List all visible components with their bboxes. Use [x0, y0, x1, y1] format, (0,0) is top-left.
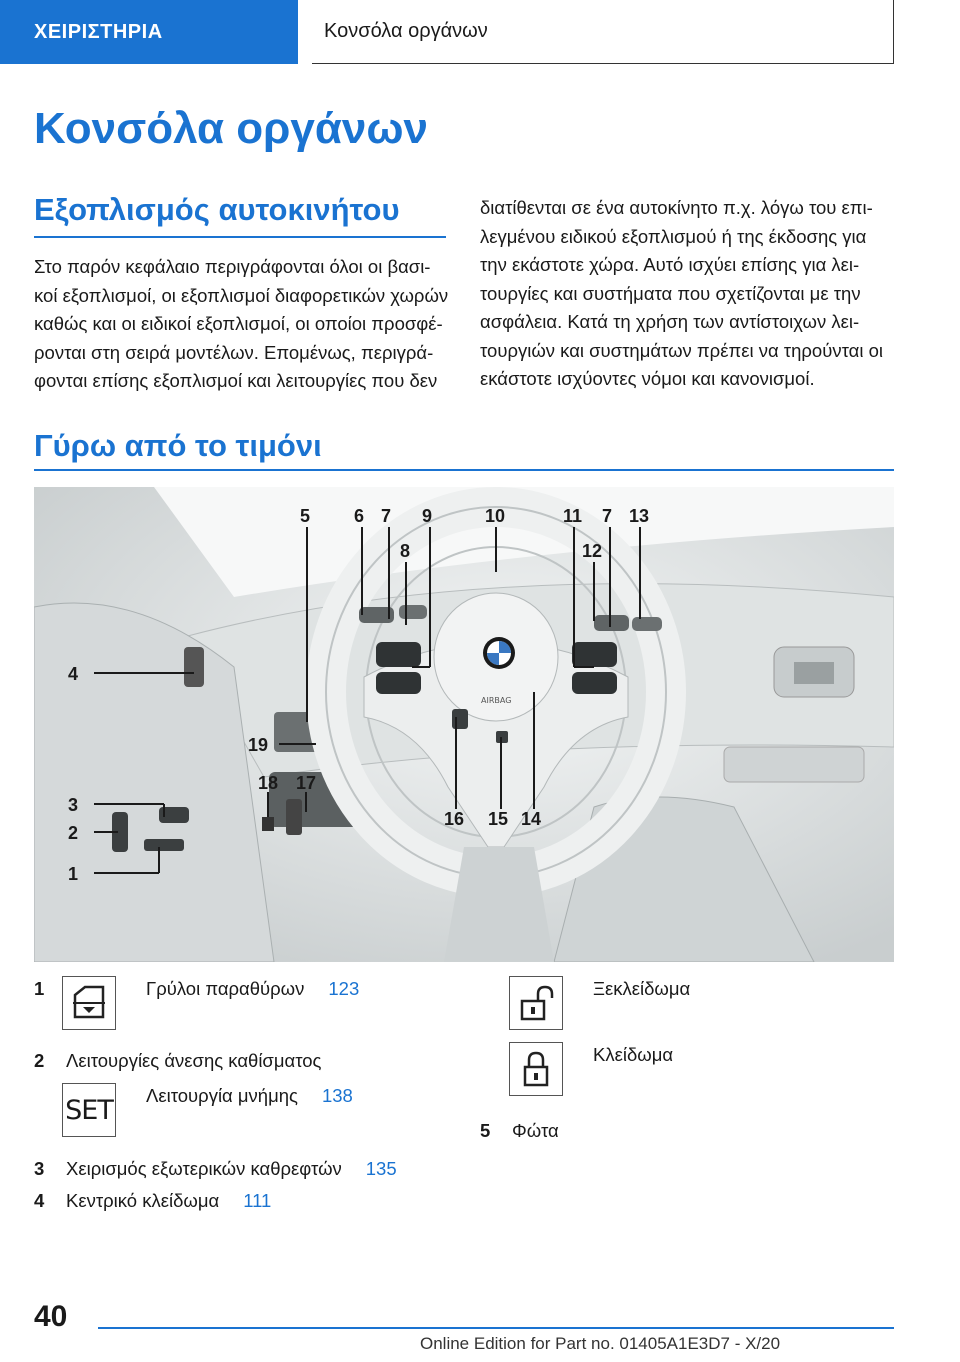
callout-11: 11	[563, 506, 583, 526]
airbag-label: AIRBAG	[481, 696, 512, 705]
callout-14: 14	[521, 809, 542, 829]
footer-edition: Online Edition for Part no. 01405A1E3D7 - X/20	[420, 1334, 781, 1353]
legend-label: Ξεκλείδωμα	[593, 978, 691, 999]
legend-sub-2	[146, 1085, 353, 1107]
chapter-title: Κονσόλα οργάνων	[312, 0, 894, 64]
legend-label: Λειτουργία μνήμης	[146, 1085, 298, 1106]
callout-15: 15	[488, 809, 509, 829]
text-line: λεγμένου ειδικού εξοπλισμού ή της έκδοσης για	[480, 225, 867, 247]
legend-number: 2	[34, 1050, 45, 1071]
legend-item-3	[34, 1158, 397, 1180]
legend-label: Χειρισμός εξωτερικών καθρεφτών	[66, 1158, 342, 1179]
page-reference-link[interactable]: 111	[243, 1190, 272, 1211]
page-reference-link[interactable]: 138	[321, 1085, 353, 1106]
legend-number: 1	[34, 978, 45, 999]
legend-label: Γρύλοι παραθύρων	[146, 978, 305, 999]
chapter-tab[interactable]: ΧΕΙΡΙΣΤΗΡΙΑ	[0, 0, 298, 64]
legend-item-4	[34, 1190, 271, 1212]
legend-item-5	[480, 1120, 559, 1142]
legend-lock	[593, 1044, 673, 1066]
callout-9: 9	[422, 506, 433, 526]
callout-13: 13	[629, 506, 650, 526]
unlock-icon	[509, 976, 563, 1030]
callout-19: 19	[248, 735, 269, 755]
page-reference-link[interactable]: 135	[365, 1158, 397, 1179]
page-number: 40	[34, 1300, 68, 1333]
callout-17: 17	[296, 773, 317, 793]
callout-18: 18	[258, 773, 279, 793]
legend-label: Λειτουργίες άνεσης καθίσματος	[66, 1050, 322, 1071]
text-line: τουργίες και συστήματα που σχετίζονται με την	[480, 282, 861, 304]
legend-item-1	[34, 978, 56, 1000]
text-line: τουργιών και συστημάτων πρέπει να τηρούνται οι	[480, 339, 883, 361]
paragraph-left	[34, 253, 454, 396]
callout-8: 8	[400, 541, 411, 561]
text-line: ασφάλεια. Κατά τη χρήση των αντίστοιχων λει-	[480, 311, 860, 332]
callout-10: 10	[485, 506, 506, 526]
window-lifter-icon	[62, 976, 116, 1030]
section-heading-steering: Γύρω από το τιμόνι	[34, 428, 322, 463]
callout-1: 1	[68, 864, 79, 884]
callout-7: 7	[381, 506, 392, 526]
legend-unlock	[593, 978, 690, 1000]
legend-label: Κεντρικό κλείδωμα	[66, 1190, 220, 1211]
callout-2: 2	[68, 823, 79, 843]
text-line: ρονται στη σειρά μοντέλων. Επομένως, περιγρά-	[34, 341, 434, 363]
callout-16: 16	[444, 809, 465, 829]
legend-number: 4	[34, 1190, 45, 1211]
set-icon-text: SET	[65, 1094, 113, 1126]
legend-label: Φώτα	[512, 1120, 559, 1141]
callout-12: 12	[582, 541, 603, 561]
legend-text-1	[146, 978, 359, 1000]
text-line: Στο παρόν κεφάλαιο περιγράφονται όλοι οι βασι-	[34, 256, 431, 277]
set-memory-icon	[62, 1083, 116, 1137]
footer-rule	[98, 1327, 894, 1329]
legend-number: 3	[34, 1158, 45, 1179]
page-reference-link[interactable]: 123	[328, 978, 360, 999]
callout-6: 6	[354, 506, 365, 526]
text-line: εκάστοτε ισχύοντες νόμοι και κανονισμοί.	[480, 368, 815, 389]
legend-item-2	[34, 1050, 321, 1072]
page-title: Κονσόλα οργάνων	[34, 104, 429, 153]
section-rule	[34, 236, 446, 238]
legend-number: 5	[480, 1120, 491, 1141]
callout-3: 3	[68, 795, 79, 815]
text-line: φονται επίσης εξοπλισμοί και λειτουργίες που δεν	[34, 370, 438, 391]
text-line: διατίθενται σε ένα αυτοκίνητο π.χ. λόγω του επι-	[480, 197, 873, 218]
text-line: την εκάστοτε χώρα. Αυτό ισχύει επίσης για λει-	[480, 254, 860, 275]
callout-5: 5	[300, 506, 311, 526]
paragraph-right	[480, 194, 900, 394]
callout-7b: 7	[602, 506, 613, 526]
lock-icon	[509, 1042, 563, 1096]
text-line: κοί εξοπλισμοί, οι εξοπλισμοί διαφορετικών χωρών	[34, 284, 449, 306]
cockpit-drawing	[34, 487, 894, 962]
cockpit-illustration	[34, 487, 894, 962]
callout-4: 4	[68, 664, 79, 684]
legend-label: Κλείδωμα	[593, 1044, 674, 1065]
section-rule	[34, 469, 894, 471]
text-line: καθώς και οι ειδικοί εξοπλισμοί, οι οποίοι προσφέ-	[34, 313, 443, 334]
section-heading-equipment: Εξοπλισμός αυτοκινήτου	[34, 192, 400, 227]
